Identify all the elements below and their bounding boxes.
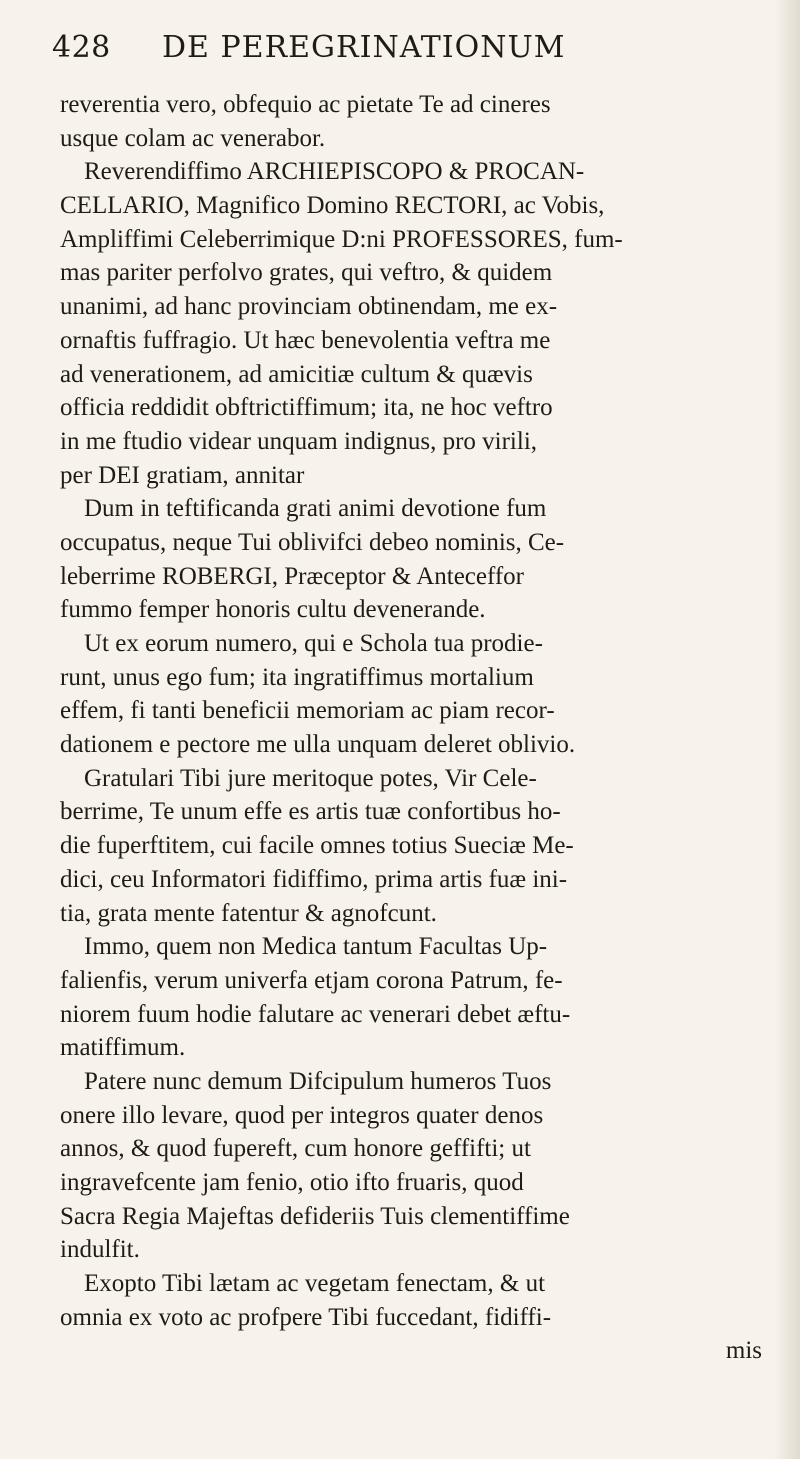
text-line: die fuperftitem, cui facile omnes totius Sueciæ Me- <box>60 832 574 860</box>
text-line: tia, grata mente fatentur & agnofcunt. <box>60 899 437 927</box>
text-line: effem, fi tanti beneficii memoriam ac piam recor- <box>60 697 555 725</box>
text-line: leberrime ROBERGI, Præceptor & Anteceffor <box>60 562 525 590</box>
body-text <box>60 88 768 1368</box>
text-line: Patere nunc demum Difcipulum humeros Tuos <box>84 1067 552 1095</box>
text-line: in me ftudio videar unquam indignus, pro virili, <box>60 427 538 455</box>
text-line: indulfit. <box>60 1236 140 1264</box>
text-line: ornaftis fuffragio. Ut hæc benevolentia veftra me <box>60 326 551 354</box>
text-line: omnia ex voto ac profpere Tibi fuccedant, fidiffi- <box>60 1303 552 1331</box>
text-line: Sacra Regia Majeftas defideriis Tuis clementiffime <box>60 1202 570 1230</box>
text-line: annos, & quod fupereft, cum honore geffifti; ut <box>60 1135 531 1163</box>
running-title: DE PEREGRINATIONUM <box>162 30 566 65</box>
text-line: onere illo levare, quod per integros quater denos <box>60 1101 544 1129</box>
text-line: ingravefcente jam fenio, otio ifto fruaris, quod <box>60 1169 524 1196</box>
text-line: Ampliffimi Celeberrimique D:ni PROFESSORES, fum- <box>60 225 623 253</box>
page-number: 428 <box>52 30 111 65</box>
text-line: fummo femper honoris cultu devenerande. <box>60 596 486 624</box>
text-line: CELLARIO, Magnifico Domino RECTORI, ac Vobis, <box>60 192 605 220</box>
text-line: runt, unus ego fum; ita ingratiffimus mortalium <box>60 663 534 691</box>
page-edge-shadow <box>774 0 800 1459</box>
text-line: occupatus, neque Tui oblivifci debeo nominis, Ce- <box>60 528 565 556</box>
text-line: Immo, quem non Medica tantum Facultas Up- <box>84 933 548 961</box>
text-line: ad venerationem, ad amicitiæ cultum & quævis <box>60 360 533 388</box>
page-header <box>52 26 752 76</box>
text-line: matiffimum. <box>60 1034 186 1062</box>
text-line: berrime, Te unum effe es artis tuæ confortibus ho- <box>60 798 561 826</box>
text-line: usque colam ac venerabor. <box>60 124 326 152</box>
text-line: Gratulari Tibi jure meritoque potes, Vir Cele- <box>84 764 537 792</box>
text-line: mas pariter perfolvo grates, qui veftro, & quidem <box>60 259 553 287</box>
text-line: niorem fuum hodie falutare ac venerari debet æftu- <box>60 1000 571 1028</box>
text-line: dici, ceu Informatori fidiffimo, prima artis fuæ ini- <box>60 865 568 893</box>
text-line: Ut ex eorum numero, qui e Schola tua prodie- <box>84 630 543 657</box>
text-line: Reverendiffimo ARCHIEPISCOPO & PROCAN- <box>84 158 585 186</box>
text-line: dationem e pectore me ulla unquam deleret oblivio. <box>60 731 576 759</box>
text-line: falienfis, verum univerfa etjam corona Patrum, fe- <box>60 966 563 994</box>
text-line: unanimi, ad hanc provinciam obtinendam, me ex- <box>60 293 558 321</box>
text-line: officia reddidit obftrictiffimum; ita, ne hoc veftro <box>60 394 553 422</box>
catchword: mis <box>725 1337 762 1365</box>
text-line: reverentia vero, obfequio ac pietate Te ad cineres <box>60 91 551 118</box>
text-line: per DEI gratiam, annitar <box>60 461 305 489</box>
text-line: Dum in teftificanda grati animi devotione fum <box>84 495 547 523</box>
text-line: Exopto Tibi lætam ac vegetam fenectam, & ut <box>84 1270 546 1298</box>
